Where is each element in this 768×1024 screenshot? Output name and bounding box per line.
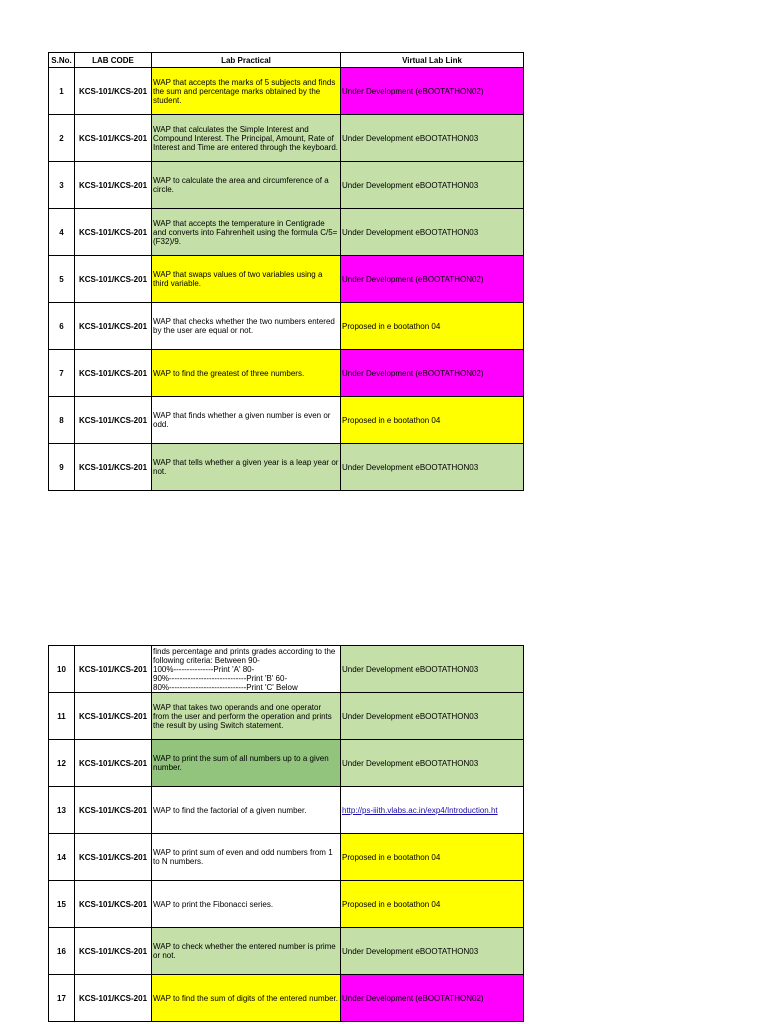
lab-table-page-2 [48,645,524,1022]
table-row [49,740,524,787]
row-link: Proposed in e bootathon 04 [341,834,524,881]
row-link: Proposed in e bootathon 04 [341,303,524,350]
table-row [49,397,524,444]
row-link: Under Development (eBOOTATHON02) [341,975,524,1022]
table-row [49,303,524,350]
row-sno: 1 [49,68,75,115]
row-link: Under Development eBOOTATHON03 [341,646,524,693]
row-lab-code: KCS-101/KCS-201 [75,646,152,693]
row-link: Under Development (eBOOTATHON02) [341,350,524,397]
row-practical: finds percentage and prints grades according to the following criteria: Between 90- 100%---------------Print 'A' 80- 90%-----------------------------Print 'B' 60- 80%-----------------------------Print 'C' Below [152,646,341,693]
row-sno: 16 [49,928,75,975]
row-link: Proposed in e bootathon 04 [341,881,524,928]
row-link: Under Development eBOOTATHON03 [341,209,524,256]
row-lab-code: KCS-101/KCS-201 [75,162,152,209]
lab-table-page-1 [48,52,524,491]
row-practical: WAP that calculates the Simple Interest and Compound Interest. The Principal, Amount, Rate of Interest and Time are entered through the keyboard. [152,115,341,162]
row-practical: WAP to find the greatest of three numbers. [152,350,341,397]
row-link: Under Development (eBOOTATHON02) [341,256,524,303]
row-practical: WAP to print the Fibonacci series. [152,881,341,928]
row-sno: 2 [49,115,75,162]
row-sno: 12 [49,740,75,787]
row-lab-code: KCS-101/KCS-201 [75,693,152,740]
row-lab-code: KCS-101/KCS-201 [75,740,152,787]
row-practical: WAP to calculate the area and circumference of a circle. [152,162,341,209]
row-practical: WAP that checks whether the two numbers entered by the user are equal or not. [152,303,341,350]
table-row [49,444,524,491]
row-practical: WAP to find the sum of digits of the entered number. [152,975,341,1022]
row-link: Under Development eBOOTATHON03 [341,740,524,787]
row-sno: 9 [49,444,75,491]
row-practical: WAP to find the factorial of a given number. [152,787,341,834]
row-link: Under Development eBOOTATHON03 [341,444,524,491]
row-practical: WAP to print the sum of all numbers up to a given number. [152,740,341,787]
header-virtual-lab-link: Virtual Lab Link [341,53,524,68]
table-row [49,350,524,397]
row-sno: 8 [49,397,75,444]
table-row [49,975,524,1022]
row-practical: WAP to print sum of even and odd numbers from 1 to N numbers. [152,834,341,881]
row-sno: 7 [49,350,75,397]
row-sno: 11 [49,693,75,740]
row-practical: WAP to check whether the entered number is prime or not. [152,928,341,975]
row-lab-code: KCS-101/KCS-201 [75,834,152,881]
row-practical: WAP that tells whether a given year is a leap year or not. [152,444,341,491]
row-lab-code: KCS-101/KCS-201 [75,787,152,834]
row-practical: WAP that accepts the temperature in Centigrade and converts into Fahrenheit using the formula C/5=(F32)/9. [152,209,341,256]
table-row [49,209,524,256]
row-sno: 4 [49,209,75,256]
header-lab-code: LAB CODE [75,53,152,68]
row-sno: 15 [49,881,75,928]
row-sno: 5 [49,256,75,303]
row-lab-code: KCS-101/KCS-201 [75,303,152,350]
row-sno: 13 [49,787,75,834]
row-lab-code: KCS-101/KCS-201 [75,444,152,491]
table-row [49,256,524,303]
row-sno: 6 [49,303,75,350]
table-row [49,881,524,928]
table-row [49,162,524,209]
row-lab-code: KCS-101/KCS-201 [75,975,152,1022]
row-lab-code: KCS-101/KCS-201 [75,350,152,397]
virtual-lab-hyperlink[interactable]: http://ps-iiith.vlabs.ac.in/exp4/Introduction.ht [342,805,498,815]
table-row [49,646,524,693]
row-lab-code: KCS-101/KCS-201 [75,68,152,115]
row-link: Under Development eBOOTATHON03 [341,115,524,162]
row-link: Under Development (eBOOTATHON02) [341,68,524,115]
table-row [49,928,524,975]
row-link: Under Development eBOOTATHON03 [341,162,524,209]
table-row [49,115,524,162]
row-link-cell [341,787,524,834]
row-practical: WAP that accepts the marks of 5 subjects and finds the sum and percentage marks obtained by the student. [152,68,341,115]
table-row [49,834,524,881]
header-sno: S.No. [49,53,75,68]
row-link: Proposed in e bootathon 04 [341,397,524,444]
table-row [49,787,524,834]
header-lab-practical: Lab Practical [152,53,341,68]
table-header-row [49,53,524,68]
row-lab-code: KCS-101/KCS-201 [75,256,152,303]
table-row [49,68,524,115]
table-row [49,693,524,740]
row-lab-code: KCS-101/KCS-201 [75,397,152,444]
row-practical: WAP that takes two operands and one operator from the user and perform the operation and prints the result by using Switch statement. [152,693,341,740]
row-practical: WAP that swaps values of two variables using a third variable. [152,256,341,303]
row-lab-code: KCS-101/KCS-201 [75,881,152,928]
row-lab-code: KCS-101/KCS-201 [75,928,152,975]
row-sno: 14 [49,834,75,881]
row-lab-code: KCS-101/KCS-201 [75,209,152,256]
row-lab-code: KCS-101/KCS-201 [75,115,152,162]
row-link: Under Development eBOOTATHON03 [341,928,524,975]
row-link: Under Development eBOOTATHON03 [341,693,524,740]
row-sno: 3 [49,162,75,209]
row-sno: 17 [49,975,75,1022]
row-sno: 10 [49,646,75,693]
row-practical: WAP that finds whether a given number is even or odd. [152,397,341,444]
